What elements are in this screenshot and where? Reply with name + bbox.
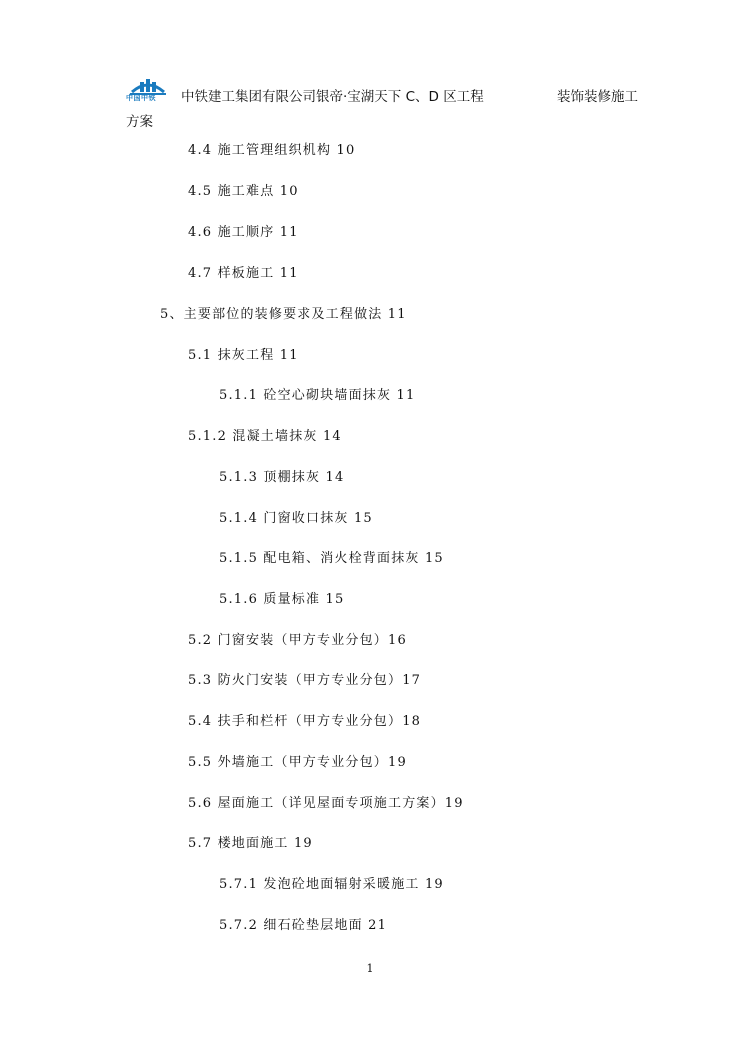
toc-entry[interactable]: 4.4 施工管理组织机构 10 — [188, 143, 356, 158]
toc-entry[interactable]: 5.3 防火门安装（甲方专业分包）17 — [188, 673, 422, 688]
toc-entry[interactable]: 5.1.3 顶棚抹灰 14 — [219, 470, 345, 485]
toc-entry[interactable]: 5.4 扶手和栏杆（甲方专业分包）18 — [188, 714, 422, 729]
page-header — [0, 0, 740, 130]
toc-entry[interactable]: 5.6 屋面施工（详见屋面专项施工方案）19 — [188, 796, 464, 811]
toc-entry[interactable]: 5.7 楼地面施工 19 — [188, 836, 313, 851]
header-right-title: 装饰装修施工 — [557, 89, 638, 105]
toc-entry[interactable]: 5.1.6 质量标准 15 — [219, 592, 345, 607]
toc-entry[interactable]: 5.1.2 混凝土墙抹灰 14 — [188, 429, 342, 444]
header-title-continuation: 方案 — [126, 114, 153, 130]
toc-entry[interactable]: 5.2 门窗安装（甲方专业分包）16 — [188, 633, 407, 648]
toc-entry[interactable]: 5.1.4 门窗收口抹灰 15 — [219, 511, 373, 526]
toc-entry[interactable]: 5.5 外墙施工（甲方专业分包）19 — [188, 755, 407, 770]
toc-entry[interactable]: 5.1.5 配电箱、消火栓背面抹灰 15 — [219, 551, 444, 566]
toc-entry[interactable]: 5.1 抹灰工程 11 — [188, 348, 299, 363]
toc-entry[interactable]: 5.7.1 发泡砼地面辐射采暖施工 19 — [219, 877, 444, 892]
header-title: 中铁建工集团有限公司银帝·宝湖天下 C、D 区工程 — [181, 89, 484, 105]
logo-text: 中国中铁 — [126, 94, 156, 102]
toc-entry[interactable]: 4.5 施工难点 10 — [188, 184, 299, 199]
toc-entry[interactable]: 4.7 样板施工 11 — [188, 266, 299, 281]
toc-entry[interactable]: 5.7.2 细石砼垫层地面 21 — [219, 918, 388, 933]
toc-entry[interactable]: 4.6 施工顺序 11 — [188, 225, 299, 240]
toc-entry[interactable]: 5、主要部位的装修要求及工程做法 11 — [160, 307, 407, 322]
toc-entry[interactable]: 5.1.1 砼空心砌块墙面抹灰 11 — [219, 388, 416, 403]
page-number: 1 — [366, 962, 374, 975]
